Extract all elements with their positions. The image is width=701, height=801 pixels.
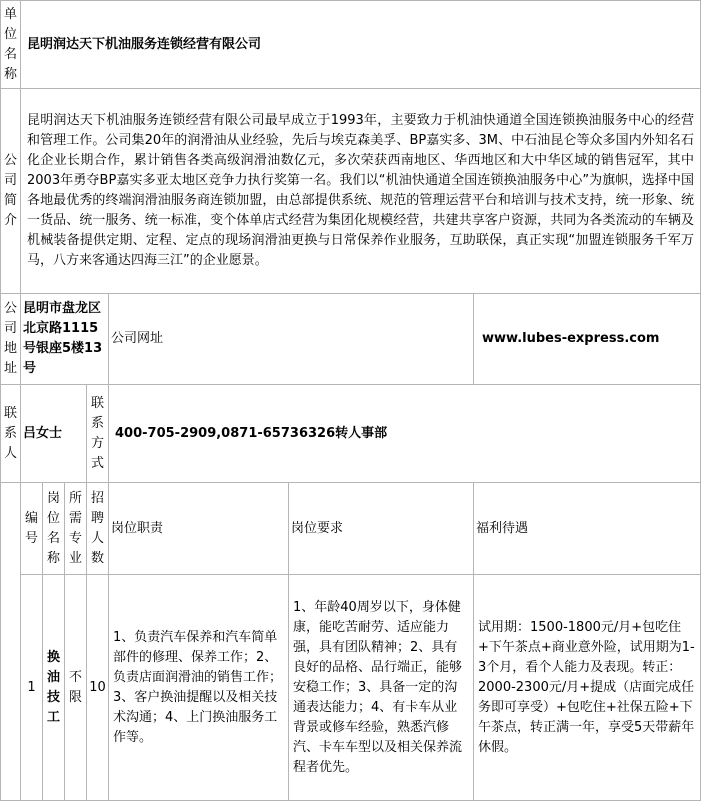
job-benefits: 试用期：1500-1800元/月+包吃住+下午茶点+商业意外险，试用期为1-3个月，看个人能力及表现。转正：2000-2300元/月+提成（店面完成任务即可享受）+包吃住+社保五险+下午茶点，转正满一年，享受5天带薪年休假。 — [474, 575, 701, 801]
job-major: 不限 — [65, 575, 87, 801]
header-no: 编号 — [21, 483, 43, 575]
company-name-label: 单位名称 — [1, 1, 21, 89]
contact-method-label: 联系方式 — [87, 385, 109, 483]
header-position: 岗位名称 — [43, 483, 65, 575]
company-intro: 昆明润达天下机油服务连锁经营有限公司最早成立于1993年，主要致力于机油快通道全国连锁换油服务中心的经营和管理工作。公司集20年的润滑油从业经验，先后与埃克森美孚、BP嘉实多、3M、中石油昆仑等众多国内外知名石化企业长期合作，累计销售各类高级润滑油数亿元，多次荣获西南地区、华西地区和大中华区域的销售冠军，其中2003年勇夺BP嘉实多亚太地区竞争力执行奖第一名。我们以“机油快通道全国连锁换油服务中心”为旗帜，选择中国各地最优秀的终端润滑油服务商连锁加盟，由总部提供系统、规范的管理运营平台和培训与技术支持，统一形象、统一货品、统一服务、统一标准，变个体单店式经营为集团化规模经营，共建共享客户资源，共同为各类流动的车辆及机械装备提供定期、定程、定点的现场润滑油更换与日常保养作业服务，互助联保，真正实现“加盟连锁服务千军万马，八方来客通达四海三江”的企业愿景。 — [21, 89, 701, 294]
contact-label: 联系人 — [1, 385, 21, 483]
header-count: 招聘人数 — [87, 483, 109, 575]
header-requirements: 岗位要求 — [289, 483, 474, 575]
header-benefits: 福利待遇 — [474, 483, 701, 575]
contact-name: 吕女士 — [21, 385, 87, 483]
company-name: 昆明润达天下机油服务连锁经营有限公司 — [21, 1, 701, 89]
job-count: 10 — [87, 575, 109, 801]
company-website: www.lubes-express.com — [474, 294, 701, 385]
header-major: 所需专业 — [65, 483, 87, 575]
header-duties: 岗位职责 — [109, 483, 289, 575]
company-intro-label: 公司简介 — [1, 89, 21, 294]
job-no: 1 — [21, 575, 43, 801]
job-section-spacer — [1, 483, 21, 801]
job-duties: 1、负责汽车保养和汽车简单部件的修理、保养工作；2、负责店面润滑油的销售工作；3、客户换油提醒以及相关技术沟通；4、上门换油服务工作等。 — [109, 575, 289, 801]
company-website-label: 公司网址 — [109, 294, 474, 385]
table-row — [1, 575, 701, 801]
contact-phone: 400-705-2909,0871-65736326转人事部 — [109, 385, 701, 483]
job-position: 换油技工 — [43, 575, 65, 801]
job-requirements: 1、年龄40周岁以下，身体健康，能吃苦耐劳、适应能力强，具有团队精神；2、具有良好的品格、品行端正，能够安稳工作；3、具备一定的沟通表达能力；4、有卡车从业背景或修车经验，熟悉汽修汽、卡车车型以及相关保养流程者优先。 — [289, 575, 474, 801]
company-address: 昆明市盘龙区北京路1115号银座5楼13号 — [21, 294, 109, 385]
company-address-label: 公司地址 — [1, 294, 21, 385]
